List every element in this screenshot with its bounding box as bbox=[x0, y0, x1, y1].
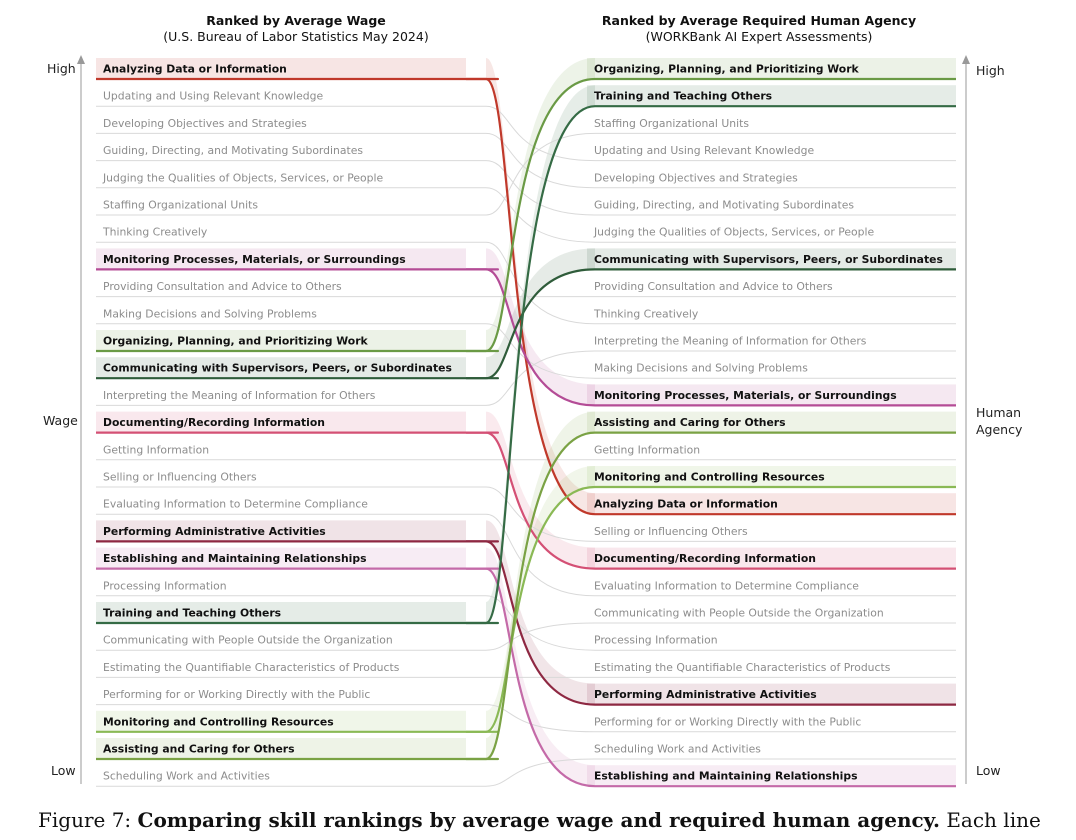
right-label-estimating-the-quantifiable-characteristics-of-products: Estimating the Quantifiable Characteristics of Products bbox=[594, 660, 891, 674]
right-axis-low: Low bbox=[976, 763, 1001, 778]
left-label-scheduling-work-and-activities: Scheduling Work and Activities bbox=[103, 769, 270, 783]
left-label-guiding-directing-and-motivating-subordinates: Guiding, Directing, and Motivating Subordinates bbox=[103, 144, 363, 158]
right-label-monitoring-and-controlling-resources: Monitoring and Controlling Resources bbox=[594, 470, 825, 484]
left-label-processing-information: Processing Information bbox=[103, 579, 227, 593]
right-label-interpreting-the-meaning-of-information-for-others: Interpreting the Meaning of Information for Others bbox=[594, 334, 867, 348]
left-label-performing-for-or-working-directly-with-the-public: Performing for or Working Directly with the Public bbox=[103, 688, 371, 702]
left-label-performing-administrative-activities: Performing Administrative Activities bbox=[103, 524, 326, 538]
link-communicating-with-people-outside-the-organization bbox=[486, 623, 595, 650]
left-label-selling-or-influencing-others: Selling or Influencing Others bbox=[103, 470, 257, 484]
right-label-guiding-directing-and-motivating-subordinates: Guiding, Directing, and Motivating Subordinates bbox=[594, 198, 854, 212]
right-label-evaluating-information-to-determine-compliance: Evaluating Information to Determine Compliance bbox=[594, 579, 859, 593]
right-axis-mid-line1: Human bbox=[976, 405, 1022, 420]
left-header-title: Ranked by Average Wage bbox=[206, 13, 386, 28]
right-label-thinking-creatively: Thinking Creatively bbox=[594, 307, 699, 321]
right-label-organizing-planning-and-prioritizing-work: Organizing, Planning, and Prioritizing Work bbox=[594, 62, 859, 76]
left-label-getting-information: Getting Information bbox=[103, 443, 210, 457]
left-label-organizing-planning-and-prioritizing-work: Organizing, Planning, and Prioritizing Work bbox=[103, 334, 368, 348]
left-axis-arrow bbox=[77, 55, 85, 784]
right-label-analyzing-data-or-information: Analyzing Data or Information bbox=[594, 497, 778, 511]
left-label-evaluating-information-to-determine-compliance: Evaluating Information to Determine Compliance bbox=[103, 497, 368, 511]
right-label-getting-information: Getting Information bbox=[594, 443, 701, 457]
caption-label: Figure 7: bbox=[38, 808, 132, 832]
left-label-providing-consultation-and-advice-to-others: Providing Consultation and Advice to Others bbox=[103, 280, 342, 294]
left-label-updating-and-using-relevant-knowledge: Updating and Using Relevant Knowledge bbox=[103, 89, 324, 103]
right-label-staffing-organizational-units: Staffing Organizational Units bbox=[594, 116, 749, 130]
left-label-staffing-organizational-units: Staffing Organizational Units bbox=[103, 198, 258, 212]
right-label-communicating-with-people-outside-the-organization: Communicating with People Outside the Organization bbox=[594, 606, 884, 620]
left-label-analyzing-data-or-information: Analyzing Data or Information bbox=[103, 62, 287, 76]
right-label-processing-information: Processing Information bbox=[594, 633, 718, 647]
left-label-assisting-and-caring-for-others: Assisting and Caring for Others bbox=[103, 742, 295, 756]
left-label-making-decisions-and-solving-problems: Making Decisions and Solving Problems bbox=[103, 307, 317, 321]
right-label-developing-objectives-and-strategies: Developing Objectives and Strategies bbox=[594, 171, 798, 185]
right-label-judging-the-qualities-of-objects-services-or-people: Judging the Qualities of Objects, Services, or People bbox=[594, 225, 875, 239]
left-label-monitoring-and-controlling-resources: Monitoring and Controlling Resources bbox=[103, 715, 334, 729]
right-label-assisting-and-caring-for-others: Assisting and Caring for Others bbox=[594, 416, 786, 430]
left-axis-high: High bbox=[47, 61, 76, 76]
left-label-estimating-the-quantifiable-characteristics-of-products: Estimating the Quantifiable Characteristics of Products bbox=[103, 660, 400, 674]
right-label-communicating-with-supervisors-peers-or-subordinates: Communicating with Supervisors, Peers, or Subordinates bbox=[594, 252, 943, 266]
right-label-selling-or-influencing-others: Selling or Influencing Others bbox=[594, 524, 748, 538]
right-label-providing-consultation-and-advice-to-others: Providing Consultation and Advice to Others bbox=[594, 280, 833, 294]
left-label-documenting-recording-information: Documenting/Recording Information bbox=[103, 416, 325, 430]
right-label-making-decisions-and-solving-problems: Making Decisions and Solving Problems bbox=[594, 361, 808, 375]
left-label-judging-the-qualities-of-objects-services-or-people: Judging the Qualities of Objects, Services, or People bbox=[103, 171, 384, 185]
left-label-communicating-with-supervisors-peers-or-subordinates: Communicating with Supervisors, Peers, or Subordinates bbox=[103, 361, 452, 375]
right-axis-high: High bbox=[976, 63, 1005, 78]
right-label-documenting-recording-information: Documenting/Recording Information bbox=[594, 552, 816, 566]
right-label-establishing-and-maintaining-relationships: Establishing and Maintaining Relationships bbox=[594, 769, 858, 783]
left-label-monitoring-processes-materials-or-surroundings: Monitoring Processes, Materials, or Surroundings bbox=[103, 252, 406, 266]
left-label-developing-objectives-and-strategies: Developing Objectives and Strategies bbox=[103, 116, 307, 130]
left-axis-low: Low bbox=[51, 763, 76, 778]
caption-rest: Each line bbox=[946, 808, 1041, 832]
left-label-communicating-with-people-outside-the-organization: Communicating with People Outside the Organization bbox=[103, 633, 393, 647]
figure-caption bbox=[38, 808, 1068, 832]
left-header-subtitle: (U.S. Bureau of Labor Statistics May 2024) bbox=[163, 29, 429, 44]
right-label-performing-for-or-working-directly-with-the-public: Performing for or Working Directly with the Public bbox=[594, 715, 862, 729]
right-header-subtitle: (WORKBank AI Expert Assessments) bbox=[645, 29, 873, 44]
caption-bold: Comparing skill rankings by average wage and required human agency. bbox=[137, 808, 940, 832]
right-header-title: Ranked by Average Required Human Agency bbox=[601, 13, 917, 28]
right-axis-mid-line2: Agency bbox=[976, 422, 1023, 437]
left-label-training-and-teaching-others: Training and Teaching Others bbox=[103, 606, 282, 620]
right-label-training-and-teaching-others: Training and Teaching Others bbox=[594, 89, 773, 103]
right-label-updating-and-using-relevant-knowledge: Updating and Using Relevant Knowledge bbox=[594, 144, 815, 158]
right-label-performing-administrative-activities: Performing Administrative Activities bbox=[594, 688, 817, 702]
left-label-establishing-and-maintaining-relationships: Establishing and Maintaining Relationships bbox=[103, 552, 367, 566]
left-label-interpreting-the-meaning-of-information-for-others: Interpreting the Meaning of Information for Others bbox=[103, 388, 376, 402]
left-axis-mid: Wage bbox=[43, 413, 78, 428]
right-axis-arrow bbox=[962, 55, 970, 784]
right-label-monitoring-processes-materials-or-surroundings: Monitoring Processes, Materials, or Surroundings bbox=[594, 388, 897, 402]
left-label-thinking-creatively: Thinking Creatively bbox=[103, 225, 208, 239]
right-label-scheduling-work-and-activities: Scheduling Work and Activities bbox=[594, 742, 761, 756]
